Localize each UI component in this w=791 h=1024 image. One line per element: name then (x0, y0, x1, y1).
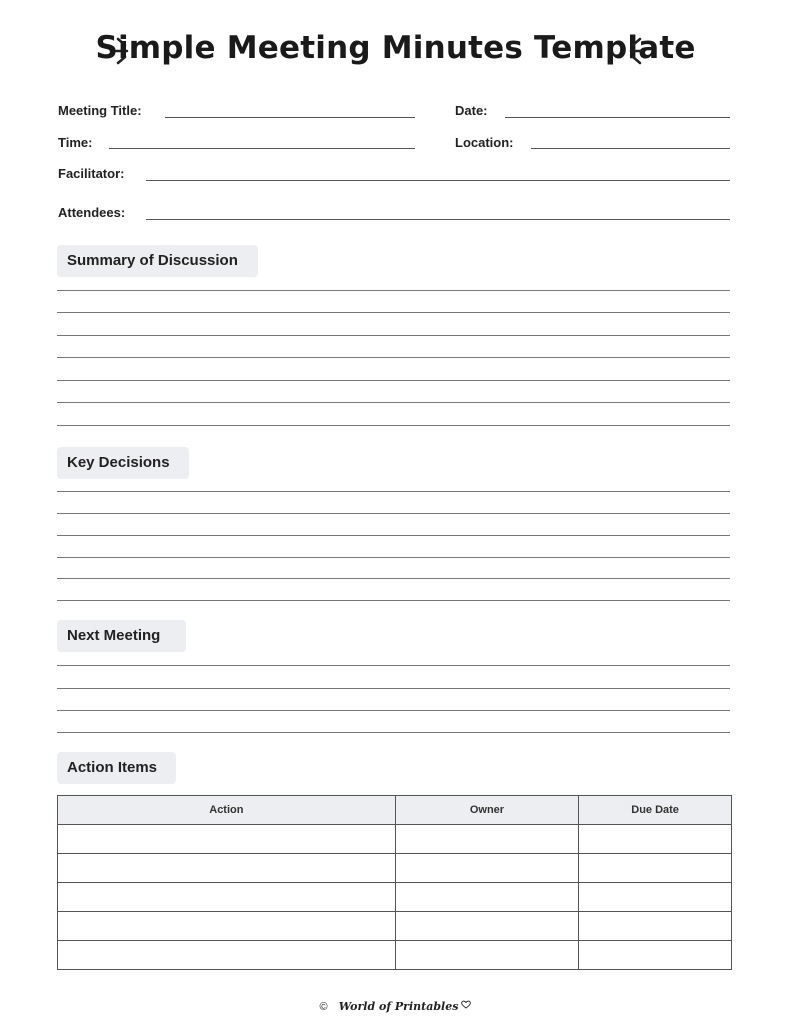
owner-column-header: Owner (395, 796, 578, 825)
summary-line[interactable] (57, 312, 730, 313)
summary-line[interactable] (57, 425, 730, 426)
next-meeting-line[interactable] (57, 732, 730, 733)
due-date-cell[interactable] (579, 854, 732, 883)
meeting-title-field[interactable] (165, 117, 415, 118)
attendees-field[interactable] (146, 219, 730, 220)
heart-icon (461, 1000, 471, 1009)
owner-cell[interactable] (395, 854, 578, 883)
summary-heading: Summary of Discussion (57, 245, 258, 277)
decisions-line[interactable] (57, 578, 730, 579)
owner-cell[interactable] (395, 883, 578, 912)
table-row (58, 883, 732, 912)
footer (0, 1000, 791, 1013)
action-cell[interactable] (58, 941, 396, 970)
action-column-header: Action (58, 796, 396, 825)
due-date-column-header: Due Date (579, 796, 732, 825)
decisions-heading: Key Decisions (57, 447, 189, 479)
decisions-line[interactable] (57, 491, 730, 492)
action-cell[interactable] (58, 912, 396, 941)
summary-line[interactable] (57, 380, 730, 381)
decisions-line[interactable] (57, 557, 730, 558)
action-cell[interactable] (58, 883, 396, 912)
facilitator-label: Facilitator: (58, 166, 125, 181)
due-date-cell[interactable] (579, 912, 732, 941)
brand-name: World of Printables (338, 1000, 459, 1013)
date-field[interactable] (505, 117, 730, 118)
summary-line[interactable] (57, 357, 730, 358)
table-row (58, 825, 732, 854)
owner-cell[interactable] (395, 912, 578, 941)
due-date-cell[interactable] (579, 941, 732, 970)
location-field[interactable] (531, 148, 730, 149)
summary-line[interactable] (57, 335, 730, 336)
table-row (58, 941, 732, 970)
facilitator-field[interactable] (146, 180, 730, 181)
decisions-line[interactable] (57, 513, 730, 514)
time-label: Time: (58, 135, 93, 150)
action-cell[interactable] (58, 825, 396, 854)
attendees-label: Attendees: (58, 205, 126, 220)
decisions-line[interactable] (57, 535, 730, 536)
table-row (58, 854, 732, 883)
action-items-heading: Action Items (57, 752, 176, 784)
page-title: Simple Meeting Minutes Template (95, 30, 696, 66)
meeting-title-label: Meeting Title: (58, 103, 142, 118)
summary-line[interactable] (57, 402, 730, 403)
owner-cell[interactable] (395, 941, 578, 970)
summary-line[interactable] (57, 290, 730, 291)
owner-cell[interactable] (395, 825, 578, 854)
next-meeting-heading: Next Meeting (57, 620, 186, 652)
action-cell[interactable] (58, 854, 396, 883)
decisions-line[interactable] (57, 600, 730, 601)
sparkle-right-icon (622, 36, 644, 66)
location-label: Location: (455, 135, 514, 150)
date-label: Date: (455, 103, 488, 118)
next-meeting-line[interactable] (57, 688, 730, 689)
next-meeting-line[interactable] (57, 665, 730, 666)
next-meeting-line[interactable] (57, 710, 730, 711)
due-date-cell[interactable] (579, 825, 732, 854)
copyright-symbol: © (319, 1001, 328, 1013)
table-header-row (58, 796, 732, 825)
due-date-cell[interactable] (579, 883, 732, 912)
table-row (58, 912, 732, 941)
action-items-table (57, 795, 732, 970)
time-field[interactable] (109, 148, 415, 149)
